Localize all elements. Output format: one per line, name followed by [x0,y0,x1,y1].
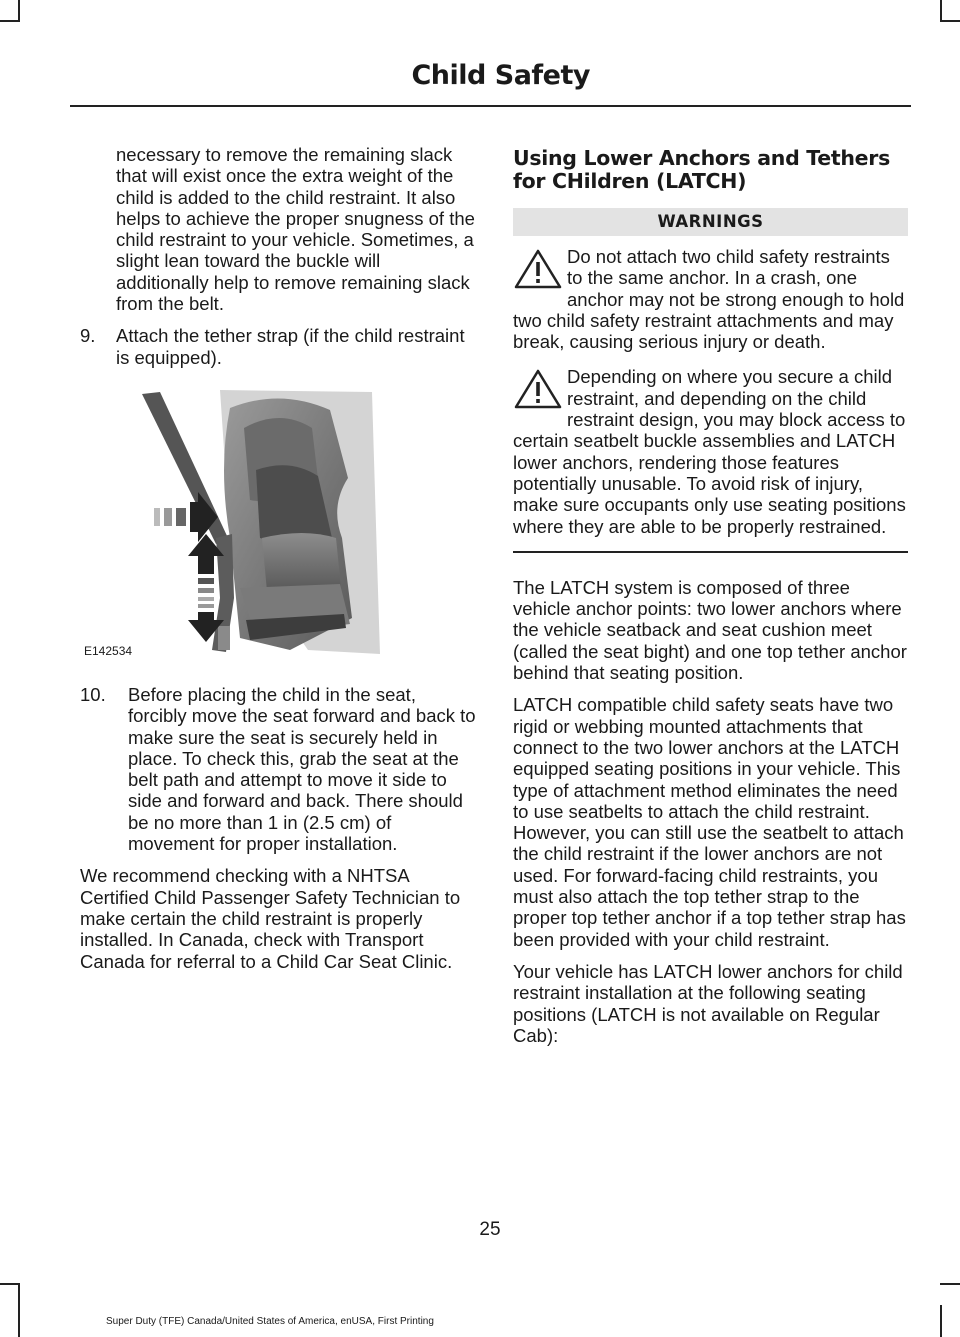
latch-paragraph-2: LATCH compatible child safety seats have two rigid or webbing mounted attachments that connect to the two lower anchors at the LATCH equipped seating positions in your vehicle. This type of attachment method eliminates the need to use seatbelts to attach the child restraint. However, you can still use the seatbelt to attach the child restraint if the lower anchors are not used. For forward-facing child restraints, you must also attach the top tether strap to the proper top tether anchor if a top tether strap has been provided with your child restraint. [513,694,906,950]
warning-triangle-icon [513,368,563,410]
step-text: Before placing the child in the seat, forcibly move the seat forward and back to make sure the seat is securely held in place. To check this, grab the seat at the belt path and attempt to move it side to side and forward and back. There should be no more than 1 in (2.5 cm) of movement for proper installation. [128,683,476,855]
crop-mark [0,20,20,22]
page-number: 25 [479,1219,501,1240]
left-column [80,144,476,983]
page-title: Child Safety [411,60,590,91]
recommendation-paragraph: We recommend checking with a NHTSA Certified Child Passenger Safety Technician to make certain the child restraint is properly installed. In Canada, check with Transport Canada for referral to a Child Car Seat Clinic. [80,865,461,972]
crop-mark [940,1283,960,1285]
warning-text: Do not attach two child safety restraints to the same anchor. In a crash, one anchor may not be strong enough to hold two child safety restraint attachments and may break, causing serious injury or death. [513,246,905,353]
warning-text: Depending on where you secure a child restraint, and depending on the child restraint design, you may block access to certain seatbelt buckle assemblies and LATCH lower anchors, rendering those features potentially unusable. To avoid risk of injury, make sure occupants only use seating positions where they are able to be properly restrained. [513,366,906,537]
crop-mark [0,1283,20,1285]
child-seat-illustration [80,388,476,666]
crop-mark [940,0,942,22]
step-number: 10. [80,683,106,705]
step-number: 9. [80,325,96,347]
crop-mark [18,1283,20,1337]
warning-1 [513,246,908,352]
step-text: Attach the tether strap (if the child restraint is equipped). [116,325,465,368]
crop-mark [940,1305,942,1337]
figure-code: E142534 [84,643,133,658]
footer-text: Super Duty (TFE) Canada/United States of America, enUSA, First Printing [106,1316,434,1327]
right-column [513,144,908,1057]
crop-mark [940,20,960,22]
latch-paragraph-1: The LATCH system is composed of three vehicle anchor points: two lower anchors where the vehicle seatback and seat cushion meet (called the seat bight) and one top tether anchor behind that seating position. [513,576,907,684]
step-9 [80,325,476,368]
crop-mark [18,0,20,22]
step-10 [80,684,476,854]
warnings-end-rule [513,551,908,553]
warning-2 [513,366,908,536]
header-rule [70,105,911,107]
section-heading: Using Lower Anchors and Tethers for CHildren (LATCH) [513,146,890,193]
tether-strap-figure [80,388,476,666]
latch-paragraph-3: Your vehicle has LATCH lower anchors for child restraint installation at the following seating positions (LATCH is not available on Regular Cab): [513,960,903,1046]
warning-triangle-icon [513,248,563,290]
warnings-banner: WARNINGS [513,208,908,236]
continuation-paragraph: necessary to remove the remaining slack that will exist once the extra weight of the child is added to the child restraint. It also helps to achieve the proper snugness of the child restraint to your vehicle. Sometimes, a slight lean toward the buckle will additionally help to remove remaining slack from the belt. [116,144,475,315]
